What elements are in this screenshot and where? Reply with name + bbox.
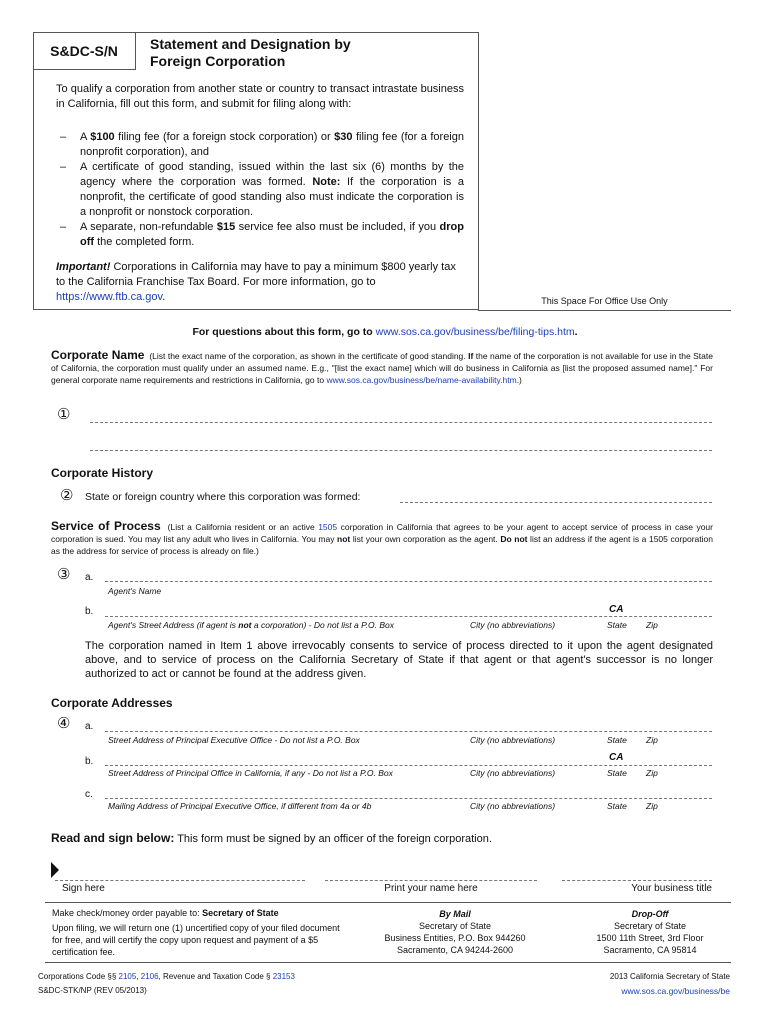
item-4a-label: a.: [85, 721, 94, 732]
agent-state-value: CA: [609, 604, 624, 615]
sos-website-link[interactable]: www.sos.ca.gov/business/be: [621, 986, 730, 996]
form-title: [150, 36, 351, 70]
principal-state-label: State: [607, 735, 627, 745]
requirements-list: [60, 130, 464, 250]
form-code: S&DC-S/N: [33, 32, 136, 70]
corporate-addresses-heading: Corporate Addresses: [51, 696, 173, 710]
code-2105-link[interactable]: 2105: [118, 972, 137, 981]
ca-office-state-value: CA: [609, 752, 624, 763]
principal-office-label: Street Address of Principal Executive Office - Do not list a P.O. Box: [108, 735, 360, 745]
drop-off-address: [570, 908, 730, 956]
questions-line: For questions about this form, go to www.sos.ca.gov/business/be/filing-tips.htm.: [192, 326, 578, 338]
return-copy-text: Upon filing, we will return one (1) uncertified copy of your filed document for free, and will certify the copy upon request and payment of a $5 certification fee.: [52, 923, 340, 957]
important-note: Important! Corporations in California may have to pay a minimum $800 yearly tax to the California Franchise Tax Board. For more information, go to https://www.ftb.ca.gov.: [56, 261, 456, 303]
corporate-name-field-2[interactable]: [90, 450, 712, 451]
business-title-field[interactable]: [562, 880, 712, 881]
principal-zip-label: Zip: [646, 735, 658, 745]
item-3-marker: ③: [57, 566, 71, 583]
title-line-1: Statement and Designation by: [150, 36, 351, 52]
principal-office-field[interactable]: [105, 731, 712, 732]
mailing-state-label: State: [607, 801, 627, 811]
service-of-process-section: Service of Process (List a California resident or an active 1505 corporation in California that agrees to be your agent to accept service of process in case your corporation is sued. You may list any adult who lives in California. You may not list your own corporation as the agent. Do not list an address if the agent is a 1505 corporation as the address for service of process is already on file.): [51, 519, 713, 556]
drop-line-2: 1500 11th Street, 3rd Floor: [596, 933, 704, 943]
sign-here-label: Sign here: [62, 883, 105, 894]
service-of-process-heading: Service of Process: [51, 519, 161, 533]
agent-city-label: City (no abbreviations): [470, 620, 556, 630]
agent-name-field[interactable]: [105, 581, 712, 582]
agent-name-label: Agent's Name: [108, 586, 162, 596]
agent-state-label: State: [607, 620, 627, 630]
sign-heading: Read and sign below:: [51, 831, 175, 845]
by-mail-address: [365, 908, 545, 956]
copyright-label: 2013 California Secretary of State: [609, 972, 730, 981]
mailing-address-label: Mailing Address of Principal Executive Office, if different from 4a or 4b: [108, 801, 372, 811]
mailing-address-field[interactable]: [105, 798, 712, 799]
business-title-label: Your business title: [631, 883, 712, 894]
item-3a-label: a.: [85, 572, 94, 583]
mailing-city-label: City (no abbreviations): [470, 801, 556, 811]
payment-divider-bottom: [45, 962, 731, 963]
payment-divider-top: [45, 902, 731, 903]
corporate-name-field-1[interactable]: [90, 422, 712, 423]
item-2-marker: ②: [60, 487, 74, 504]
print-name-field[interactable]: [325, 880, 537, 881]
payable-line: Make check/money order payable to: Secretary of State: [52, 908, 279, 918]
sign-instruction: Read and sign below: This form must be signed by an officer of the foreign corporation.: [51, 831, 492, 845]
agent-address-label: Agent's Street Address (if agent is not a corporation) - Do not list a P.O. Box: [108, 620, 395, 630]
requirement-filing-fee: – A $100 filing fee (for a foreign stock corporation) or $30 filing fee (for a foreign nonprofit corporation), and: [60, 131, 464, 158]
intro-paragraph: To qualify a corporation from another state or country to transact intrastate business in California, fill out this form, and submit for filing along with:: [56, 83, 464, 110]
office-use-divider: [478, 310, 731, 311]
item-4c-label: c.: [85, 789, 93, 800]
drop-line-1: Secretary of State: [613, 921, 687, 931]
mailing-zip-label: Zip: [646, 801, 658, 811]
sign-arrow-icon: [51, 862, 59, 878]
state-formed-field[interactable]: [400, 502, 712, 503]
ca-office-label: Street Address of Principal Office in California, if any - Do not list a P.O. Box: [108, 768, 393, 778]
corporate-name-section: Corporate Name (List the exact name of the corporation, as shown in the certificate of good standing. If the name of the corporation is not available for use in the State of California, the corporation must qualify under an assumed name. E.g., "[list the exact name] which will do business in California as [list the proposed assumed name]." For general corporate name requirements and restrictions in California, go to www.sos.ca.gov/business/be/name-availability.htm.): [51, 348, 713, 385]
print-name-label: Print your name here: [384, 883, 478, 894]
state-formed-label: State or foreign country where this corporation was formed:: [85, 491, 361, 503]
ca-office-field[interactable]: [105, 765, 712, 766]
mail-line-2: Business Entities, P.O. Box 944260: [384, 933, 526, 943]
item-4-marker: ④: [57, 715, 71, 732]
drop-line-3: Sacramento, CA 95814: [603, 945, 697, 955]
title-line-2: Foreign Corporation: [150, 53, 286, 69]
requirement-certificate: – A certificate of good standing, issued within the last six (6) months by the agency where the corporation was formed. Note: If the corporation is a nonprofit, the certificate of good standing also must indicate the corporation is a nonprofit or nonstock corporation.: [60, 161, 464, 218]
principal-city-label: City (no abbreviations): [470, 735, 556, 745]
1505-link[interactable]: 1505: [318, 522, 338, 532]
agent-address-field[interactable]: [105, 616, 712, 617]
ftb-link[interactable]: https://www.ftb.ca.gov: [56, 291, 163, 303]
corporate-name-heading: Corporate Name: [51, 348, 145, 362]
ca-city-label: City (no abbreviations): [470, 768, 556, 778]
consent-paragraph: The corporation named in Item 1 above irrevocably consents to service of process directed to it upon the agent designated above, and to service of process on the California Secretary of State if that agent or that agent's successor is no longer authorized to act or cannot be found at the address given.: [85, 640, 713, 680]
drop-off-heading: Drop-Off: [631, 909, 669, 919]
item-3b-label: b.: [85, 606, 94, 617]
code-references: Corporations Code §§ 2105, 2106, Revenue and Taxation Code § 23153: [38, 972, 295, 981]
requirement-service-fee: – A separate, non-refundable $15 service fee also must be included, if you drop off the completed form.: [60, 221, 464, 248]
by-mail-heading: By Mail: [439, 909, 471, 919]
item-1-marker: ①: [57, 406, 71, 423]
revision-label: S&DC-STK/NP (REV 05/2013): [38, 986, 147, 995]
ca-state-label: State: [607, 768, 627, 778]
code-23153-link[interactable]: 23153: [272, 972, 295, 981]
ca-zip-label: Zip: [646, 768, 658, 778]
mail-line-1: Secretary of State: [418, 921, 492, 931]
name-availability-link[interactable]: www.sos.ca.gov/business/be/name-availability.htm: [326, 375, 517, 385]
mail-line-3: Sacramento, CA 94244-2600: [396, 945, 514, 955]
code-2106-link[interactable]: 2106: [140, 972, 159, 981]
filing-tips-link[interactable]: www.sos.ca.gov/business/be/filing-tips.htm: [375, 326, 575, 338]
corporate-history-heading: Corporate History: [51, 466, 154, 480]
signature-field[interactable]: [55, 880, 305, 881]
item-4b-label: b.: [85, 756, 94, 767]
agent-zip-label: Zip: [646, 620, 658, 630]
office-use-label: This Space For Office Use Only: [541, 296, 668, 306]
